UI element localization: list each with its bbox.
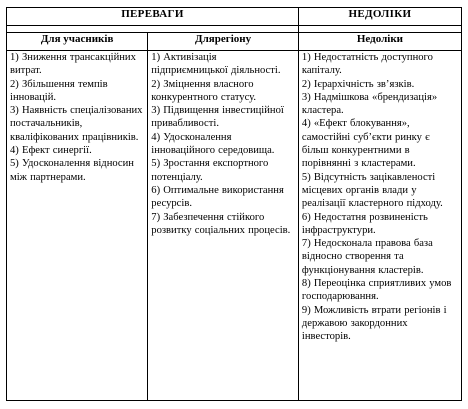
list-item: 7) Забезпечення стійкого розвитку соціальних процесів. xyxy=(151,211,291,236)
list-item: 3) Підвищення інвестиційної привабливості. xyxy=(151,105,284,130)
list-item: 1) Активізація підприємницької діяльності. xyxy=(151,52,281,77)
list-item: 8) Переоцінка сприятливих умов господарювання. xyxy=(301,278,452,303)
list-item: 4) Удосконалення інноваційного середовища. xyxy=(151,131,275,157)
participants-subheading: Для учасників xyxy=(7,33,148,51)
comparison-table xyxy=(6,7,462,401)
list-item: 1) Зниження трансакційних витрат. xyxy=(10,52,136,77)
list-item: 1) Недостатність доступного капіталу. xyxy=(301,52,433,77)
list-item: 2) Ієрархічність зв’язків. xyxy=(301,78,415,90)
list-item: 5) Відсутність зацікавленості місцевих органів влади у реалізації кластерного підходу. xyxy=(301,171,443,210)
list-item: 4) «Ефект блокування», самостійні суб’єкти ринку є більш конкурентними в порівнянні з кластерами. xyxy=(301,118,430,170)
disadvantages-subheading: Недоліки xyxy=(298,33,461,51)
group-header-row xyxy=(7,8,462,26)
content-row xyxy=(7,51,462,401)
region-cell xyxy=(148,51,299,401)
list-item: 4) Ефект синергії. xyxy=(10,145,92,157)
participants-cell xyxy=(7,51,148,401)
list-item: 3) Надмішкова «брендизація» кластера. xyxy=(301,91,438,117)
list-item: 5) Зростання експортного потенціалу. xyxy=(151,158,269,183)
list-item: 9) Можливість втрати регіонів і державою закордонних інвесторів. xyxy=(301,304,447,343)
disadvantages-heading: НЕДОЛІКИ xyxy=(298,8,461,26)
list-item: 5) Удосконалення відносин між партнерами. xyxy=(10,158,134,183)
spacer-row xyxy=(7,26,462,33)
disadvantages-cell xyxy=(298,51,461,401)
advantages-heading: ПЕРЕВАГИ xyxy=(7,8,299,26)
list-item: 3) Наявність спеціалізованих постачальників, кваліфікованих працівників. xyxy=(10,105,143,143)
region-subheading: Длярегіону xyxy=(148,33,299,51)
subheader-row xyxy=(7,33,462,51)
list-item: 6) Оптимальне використання ресурсів. xyxy=(151,184,284,210)
list-item: 2) Зміцнення власного конкурентного статусу. xyxy=(151,78,257,103)
list-item: 6) Недостатня розвиненість інфраструктури. xyxy=(301,211,428,236)
list-item: 7) Недосконала правова база відносно створення та функціонування кластерів. xyxy=(301,238,433,276)
list-item: 2) Збільшення темпів інновацій. xyxy=(10,78,108,103)
